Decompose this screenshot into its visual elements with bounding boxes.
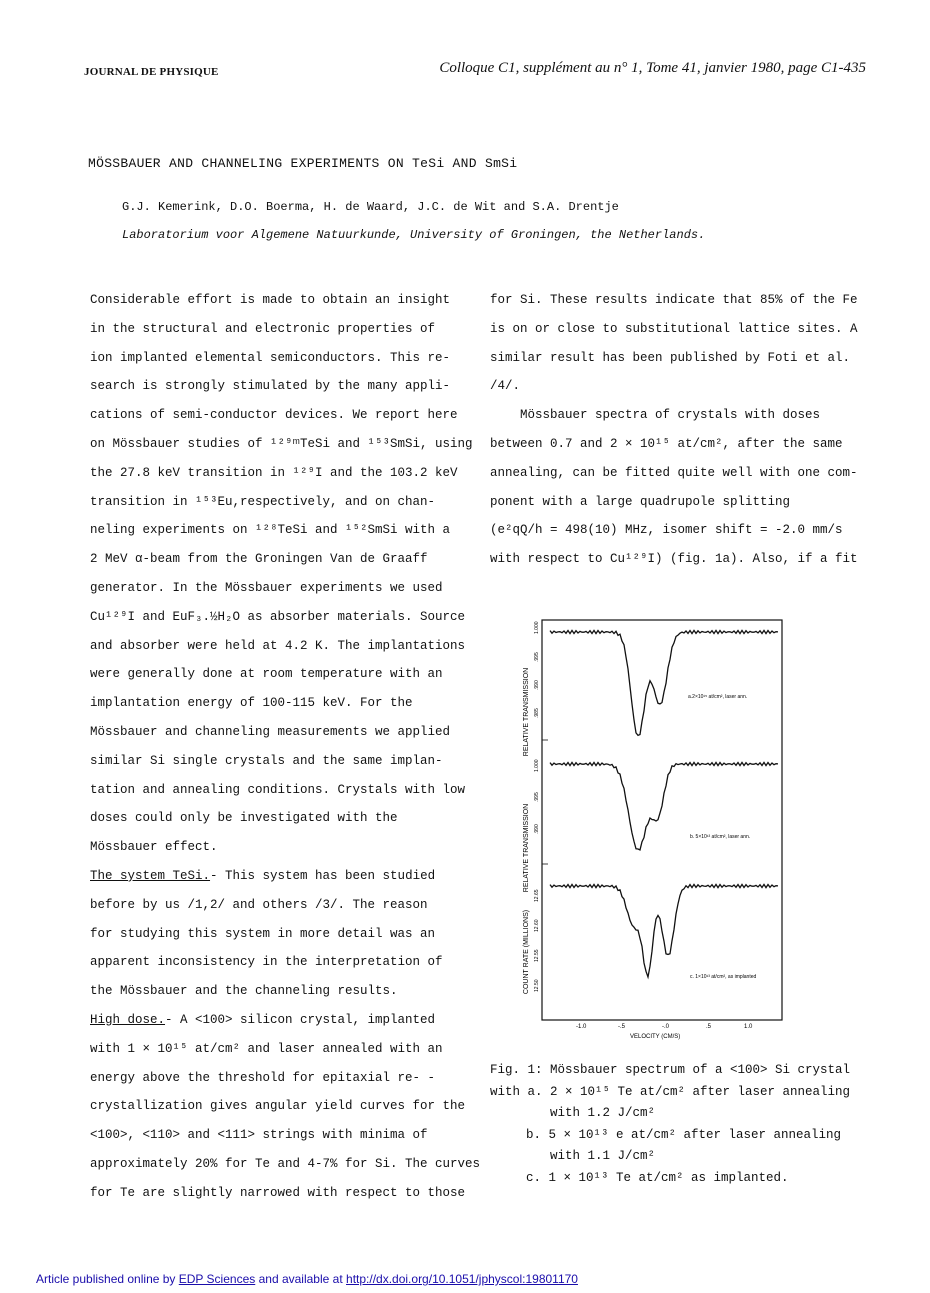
body-line: with respect to Cu¹²⁹I) (fig. 1a). Also, if a fit xyxy=(490,552,858,567)
body-line: the 27.8 keV transition in ¹²⁹I and the 103.2 keV xyxy=(90,465,458,480)
journal-name: JOURNAL DE PHYSIQUE xyxy=(84,66,219,78)
spectrum-label-b: b. 5×10¹³ at/cm², laser ann. xyxy=(690,834,751,840)
body-line: and absorber were held at 4.2 K. The implantations xyxy=(90,638,466,653)
caption-line: Fig. 1: Mössbauer spectrum of a <100> Si crystal xyxy=(490,1063,851,1077)
affiliation: Laboratorium voor Algemene Natuurkunde, University of Groningen, the Netherlands. xyxy=(122,228,706,242)
y-tick-label: 1.000 xyxy=(534,621,540,634)
body-line: - This system has been studied xyxy=(210,868,436,883)
body-line: <100>, <110> and <111> strings with minima of xyxy=(90,1128,428,1143)
x-tick-label: 1.0 xyxy=(744,1024,753,1030)
body-line: ion implanted elemental semiconductors. This re- xyxy=(90,350,451,365)
body-line: - A <100> silicon crystal, implanted xyxy=(165,1012,436,1027)
body-line: generator. In the Mössbauer experiments we used xyxy=(90,580,443,595)
y-axis-label-top: RELATIVE TRANSMISSION xyxy=(523,667,530,757)
body-line: (e²qQ/h = 498(10) MHz, isomer shift = -2.0 mm/s xyxy=(490,523,843,538)
body-line: in the structural and electronic properties of xyxy=(90,321,436,336)
body-line: Mössbauer spectra of crystals with doses xyxy=(490,408,821,423)
y-tick-label: 12.50 xyxy=(534,979,540,992)
body-line: the Mössbauer and the channeling results. xyxy=(90,984,398,999)
body-line: for Te are slightly narrowed with respect to those xyxy=(90,1185,466,1200)
body-line: ponent with a large quadrupole splitting xyxy=(490,494,791,509)
issue-info xyxy=(439,60,866,77)
y-tick-label: 12.65 xyxy=(534,889,540,902)
x-tick-label: -.0 xyxy=(662,1024,670,1030)
x-tick-label: -.5 xyxy=(618,1024,626,1030)
body-line: doses could only be investigated with the xyxy=(90,811,398,826)
section-line xyxy=(90,1006,470,1035)
y-axis-label-bot: COUNT RATE (MILLIONS) xyxy=(523,909,530,995)
body-line: before by us /1,2/ and others /3/. The reason xyxy=(90,897,428,912)
column-left xyxy=(90,286,481,1208)
body-line: implantation energy of 100-115 keV. For the xyxy=(90,696,413,711)
paper-title: MÖSSBAUER AND CHANNELING EXPERIMENTS ON TeSi AND SmSi xyxy=(88,156,518,171)
doi-link[interactable]: http://dx.doi.org/10.1051/jphyscol:19801170 xyxy=(346,1272,578,1286)
body-line: transition in ¹⁵³Eu,respectively, and on chan- xyxy=(90,494,436,509)
y-tick-label: 1.000 xyxy=(534,759,540,772)
issue-info-text: Colloque C1, supplément au n° 1, Tome 41, janvier 1980, page C1-435 xyxy=(439,60,866,76)
footer xyxy=(36,1272,578,1286)
body-line: similar result has been published by Foti et al. xyxy=(490,350,851,365)
body-line: similar Si single crystals and the same implan- xyxy=(90,753,443,768)
y-tick-label: 12.60 xyxy=(534,919,540,932)
figure-caption xyxy=(490,1060,850,1189)
body-line: were generally done at room temperature with an xyxy=(90,667,443,682)
body-line: /4/. xyxy=(490,379,521,394)
body-line: 2 MeV α-beam from the Groningen Van de Graaff xyxy=(90,552,428,567)
spectrum-trace-c xyxy=(550,884,778,977)
x-axis-label: VELOCITY (CM/S) xyxy=(630,1034,681,1040)
caption-line: with a. 2 × 10¹⁵ Te at/cm² after laser annealing xyxy=(490,1084,851,1099)
y-tick-label: 12.55 xyxy=(534,949,540,962)
body-line: Cu¹²⁹I and EuF₃.½H₂O as absorber materials. Source xyxy=(90,609,466,624)
y-tick-label: .995 xyxy=(534,652,540,662)
spectrum-label-c: c. 1×10¹³ at/cm², as implanted xyxy=(690,974,757,980)
section-heading-system: The system TeSi. xyxy=(90,868,211,883)
spectrum-label-a: a.2×10¹⁵ at/cm², laser ann. xyxy=(688,694,748,700)
footer-middle: and available at xyxy=(258,1272,343,1286)
section-line xyxy=(90,862,470,891)
y-axis-label-mid: RELATIVE TRANSMISSION xyxy=(523,803,530,893)
body-line: for Si. These results indicate that 85% of the Fe xyxy=(490,293,858,307)
body-line: energy above the threshold for epitaxial re- - xyxy=(90,1070,436,1085)
x-tick-label: -1.0 xyxy=(576,1024,587,1030)
body-line: Mössbauer and channeling measurements we applied xyxy=(90,724,451,739)
y-tick-label: .990 xyxy=(534,680,540,690)
body-line: annealing, can be fitted quite well with one com- xyxy=(490,465,858,480)
caption-line: c. 1 × 10¹³ Te at/cm² as implanted. xyxy=(526,1170,789,1185)
body-line: approximately 20% for Te and 4-7% for Si. The curves xyxy=(90,1156,481,1171)
body-line: neling experiments on ¹²⁸TeSi and ¹⁵²SmSi with a xyxy=(90,523,451,538)
body-line: apparent inconsistency in the interpretation of xyxy=(90,955,443,970)
caption-line: with 1.1 J/cm² xyxy=(550,1149,656,1163)
section-heading-high-dose: High dose. xyxy=(90,1012,166,1027)
y-tick-label: .985 xyxy=(534,708,540,718)
caption-line: with 1.2 J/cm² xyxy=(550,1106,656,1120)
body-line: with 1 × 10¹⁵ at/cm² and laser annealed with an xyxy=(90,1041,443,1056)
body-line: between 0.7 and 2 × 10¹⁵ at/cm², after the same xyxy=(490,436,843,451)
y-tick-label: .995 xyxy=(534,792,540,802)
body-line: search is strongly stimulated by the many appli- xyxy=(90,379,451,394)
author-list: G.J. Kemerink, D.O. Boerma, H. de Waard, J.C. de Wit and S.A. Drentje xyxy=(122,200,619,214)
publisher-link[interactable]: EDP Sciences xyxy=(178,1272,256,1286)
body-line: Mössbauer effect. xyxy=(90,840,218,855)
body-line: for studying this system in more detail was an xyxy=(90,926,436,941)
body-line: cations of semi-conductor devices. We report here xyxy=(90,408,458,423)
caption-line: b. 5 × 10¹³ e at/cm² after laser annealing xyxy=(526,1127,842,1142)
figure-1-spectra xyxy=(510,612,790,1052)
body-line: tation and annealing conditions. Crystals with low xyxy=(90,782,466,797)
body-line: Considerable effort is made to obtain an insight xyxy=(90,293,451,307)
column-right xyxy=(490,286,860,574)
spectrum-trace-a xyxy=(550,630,778,735)
x-tick-label: .5 xyxy=(706,1024,712,1030)
body-line: on Mössbauer studies of ¹²⁹ᵐTeSi and ¹⁵³SmSi, using xyxy=(90,436,473,451)
y-tick-label: .990 xyxy=(534,824,540,834)
footer-prefix: Article published online by xyxy=(36,1272,176,1286)
body-line: is on or close to substitutional lattice sites. A xyxy=(490,321,858,336)
body-line: crystallization gives angular yield curves for the xyxy=(90,1099,466,1114)
